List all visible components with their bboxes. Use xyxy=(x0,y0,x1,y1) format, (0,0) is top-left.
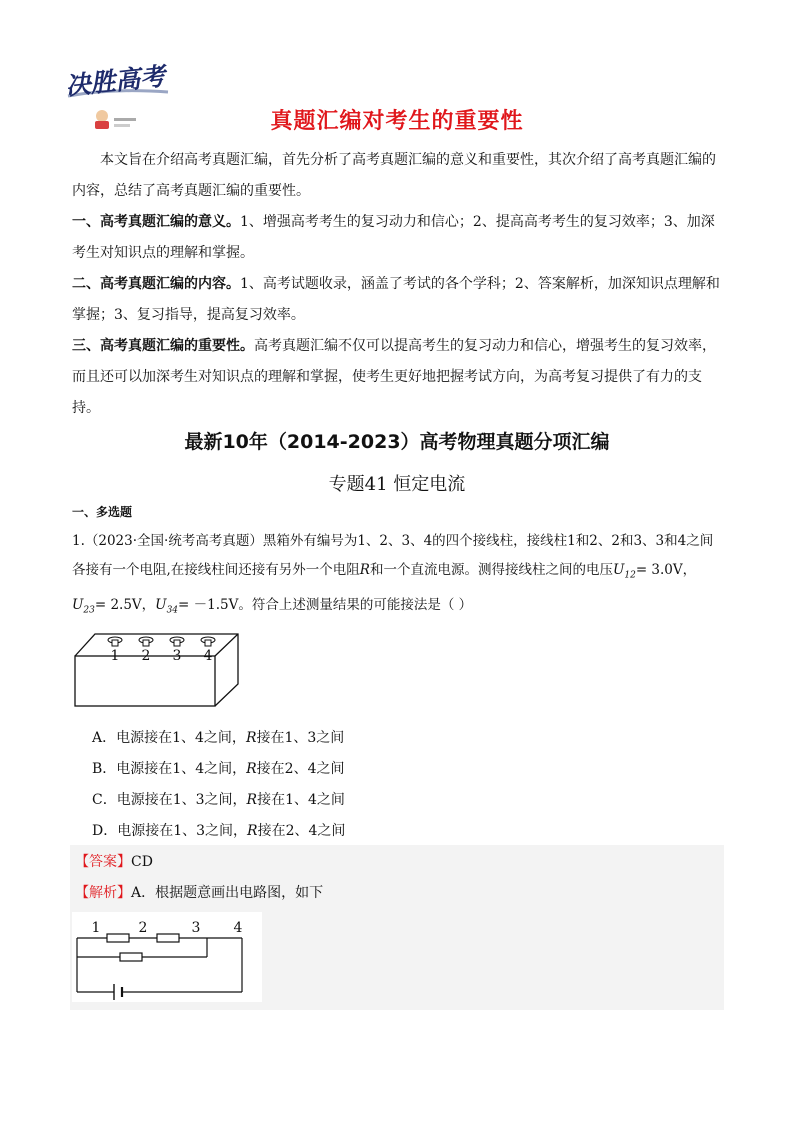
section-body: 高考真题汇编不仅可以提高考生的复习动力和信心，增强考生的复习效率，而且还可以加深考生对知识点的理解和掌握，使考生更好地把握考试方向，为高考复习提供了有力的支持。 xyxy=(72,338,716,416)
option-b[interactable]: B．电源接在1、4之间，R接在2、4之间 xyxy=(92,761,345,777)
option-c[interactable]: C．电源接在1、3之间，R接在1、4之间 xyxy=(92,792,345,808)
page-title: 真题汇编对考生的重要性 xyxy=(270,109,524,134)
answer-value: CD xyxy=(131,854,153,870)
section-body: 1、增强高考考生的复习动力和信心；2、提高高考考生的复习效率；3、加深考生对知识点的理解和掌握。 xyxy=(72,214,715,261)
logo-text: 决胜高考 xyxy=(64,61,167,101)
section-content xyxy=(72,269,724,331)
section-significance xyxy=(72,207,724,269)
terminal-label: 4 xyxy=(203,648,213,664)
section-body: 1、高考试题收录，涵盖了考试的各个学科；2、答案解析，加深知识点理解和掌握；3、复习指导，提高复习效率。 xyxy=(72,276,720,323)
analysis-label: 【解析】 xyxy=(75,885,131,901)
option-a[interactable]: A．电源接在1、4之间，R接在1、3之间 xyxy=(92,730,345,746)
section-importance xyxy=(72,331,724,424)
section-heading: 二、高考真题汇编的内容。 xyxy=(72,276,240,292)
question-text: 1.（2023·全国·统考高考真题）黑箱外有编号为1、2、3、4的四个接线柱，接线柱1和2、2和3、3和4之间各接有一个电阻,在接线柱间还接有另外一个电阻R和一个直流电源。测得接线柱之间的电压$U_{12}= 3.0V$， $U_{23}= 2.5V$，$U_{34}= -1.5V$。符合上述测量结果的可能接法是（ ） xyxy=(72,533,714,616)
node-label: 4 xyxy=(233,920,243,936)
answer-line xyxy=(75,851,153,871)
node-label: 3 xyxy=(191,920,201,936)
node-label: 1 xyxy=(91,920,101,936)
terminal-label: 3 xyxy=(172,648,182,664)
option-d[interactable]: D．电源接在1、3之间，R接在2、4之间 xyxy=(92,823,346,839)
topic-title: 专题41 恒定电流 xyxy=(328,474,466,495)
intro-paragraph: 本文旨在介绍高考真题汇编，首先分析了高考真题汇编的意义和重要性，其次介绍了高考真题汇编的内容，总结了高考真题汇编的重要性。 xyxy=(72,152,716,199)
analysis-text: A．根据题意画出电路图，如下 xyxy=(131,885,324,901)
analysis-line xyxy=(75,882,323,902)
node-label: 2 xyxy=(138,920,148,936)
terminal-label: 2 xyxy=(141,648,151,664)
section-heading: 三、高考真题汇编的重要性。 xyxy=(72,338,254,354)
section-heading: 一、高考真题汇编的意义。 xyxy=(72,214,240,230)
answer-label: 【答案】 xyxy=(75,854,131,870)
black-box-figure xyxy=(70,626,245,710)
terminal-label: 1 xyxy=(110,648,120,664)
question-section-label: 一、多选题 xyxy=(72,505,133,519)
collection-title: 最新10年（2014-2023）高考物理真题分项汇编 xyxy=(184,431,610,453)
circuit-diagram xyxy=(72,912,262,1002)
